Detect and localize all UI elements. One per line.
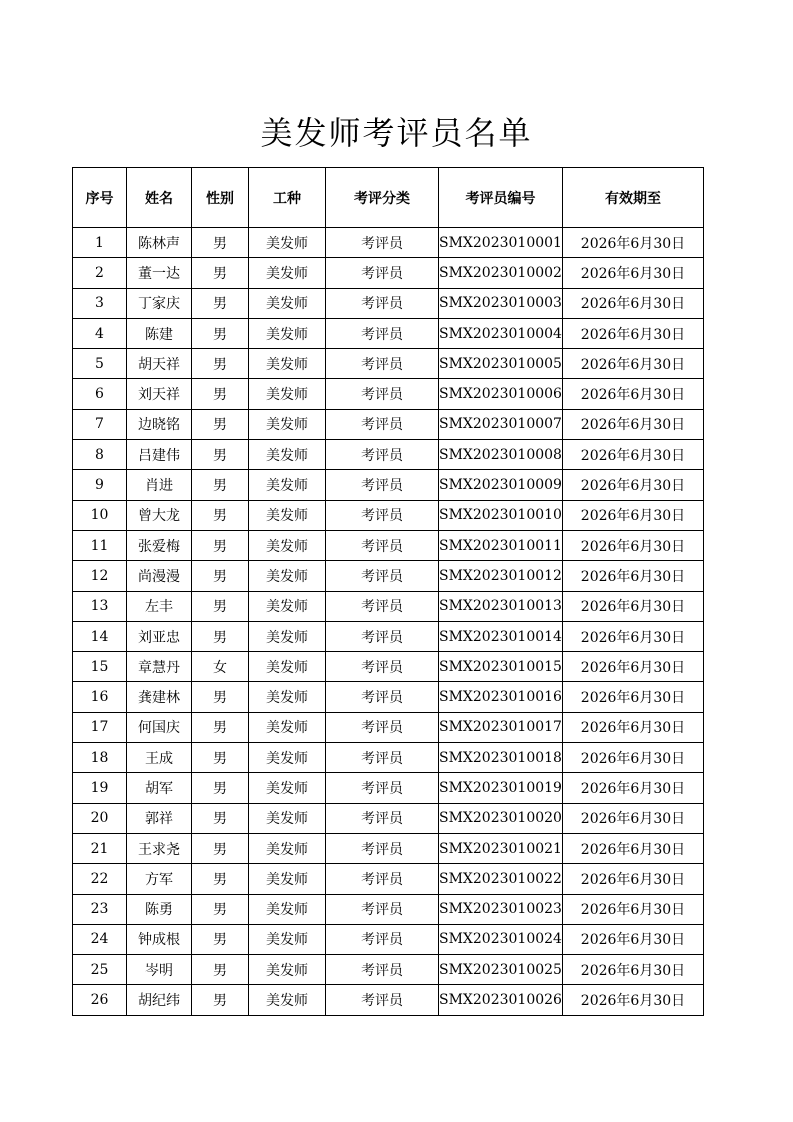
cell-index: 19 (73, 773, 127, 803)
cell-trade: 美发师 (249, 561, 326, 591)
cell-trade: 美发师 (249, 530, 326, 560)
header-cell-name: 姓名 (127, 168, 192, 228)
table-row (73, 258, 704, 288)
cell-examiner-id: SMX2023010010 (439, 500, 563, 530)
cell-examiner-id: SMX2023010017 (439, 712, 563, 742)
cell-trade: 美发师 (249, 349, 326, 379)
cell-index: 14 (73, 621, 127, 651)
cell-name: 钟成根 (127, 924, 192, 954)
cell-examiner-id: SMX2023010003 (439, 288, 563, 318)
cell-gender: 女 (192, 652, 249, 682)
cell-examiner-id: SMX2023010019 (439, 773, 563, 803)
cell-index: 3 (73, 288, 127, 318)
header-cell-trade: 工种 (249, 168, 326, 228)
table-row (73, 833, 704, 863)
cell-category: 考评员 (326, 228, 439, 258)
cell-valid-until: 2026年6月30日 (562, 652, 703, 682)
cell-name: 刘天祥 (127, 379, 192, 409)
cell-index: 15 (73, 652, 127, 682)
cell-valid-until: 2026年6月30日 (562, 803, 703, 833)
cell-valid-until: 2026年6月30日 (562, 894, 703, 924)
cell-index: 20 (73, 803, 127, 833)
cell-valid-until: 2026年6月30日 (562, 833, 703, 863)
table-row (73, 652, 704, 682)
cell-examiner-id: SMX2023010011 (439, 530, 563, 560)
cell-name: 王求尧 (127, 833, 192, 863)
cell-gender: 男 (192, 924, 249, 954)
cell-index: 12 (73, 561, 127, 591)
cell-gender: 男 (192, 379, 249, 409)
cell-name: 董一达 (127, 258, 192, 288)
table-row (73, 500, 704, 530)
cell-trade: 美发师 (249, 985, 326, 1015)
table-row (73, 591, 704, 621)
cell-valid-until: 2026年6月30日 (562, 621, 703, 651)
cell-trade: 美发师 (249, 470, 326, 500)
cell-gender: 男 (192, 288, 249, 318)
cell-valid-until: 2026年6月30日 (562, 500, 703, 530)
cell-examiner-id: SMX2023010015 (439, 652, 563, 682)
table-row (73, 288, 704, 318)
cell-trade: 美发师 (249, 803, 326, 833)
cell-name: 尚漫漫 (127, 561, 192, 591)
cell-index: 22 (73, 864, 127, 894)
cell-index: 23 (73, 894, 127, 924)
table-header-row (73, 168, 704, 228)
cell-examiner-id: SMX2023010023 (439, 894, 563, 924)
cell-trade: 美发师 (249, 712, 326, 742)
cell-trade: 美发师 (249, 288, 326, 318)
cell-name: 郭祥 (127, 803, 192, 833)
cell-category: 考评员 (326, 803, 439, 833)
cell-valid-until: 2026年6月30日 (562, 258, 703, 288)
cell-index: 24 (73, 924, 127, 954)
cell-trade: 美发师 (249, 621, 326, 651)
cell-index: 13 (73, 591, 127, 621)
cell-gender: 男 (192, 955, 249, 985)
cell-trade: 美发师 (249, 258, 326, 288)
cell-examiner-id: SMX2023010026 (439, 985, 563, 1015)
table-row (73, 530, 704, 560)
cell-gender: 男 (192, 349, 249, 379)
table-row (73, 894, 704, 924)
cell-name: 肖进 (127, 470, 192, 500)
cell-examiner-id: SMX2023010022 (439, 864, 563, 894)
cell-index: 8 (73, 440, 127, 470)
cell-category: 考评员 (326, 318, 439, 348)
cell-name: 胡军 (127, 773, 192, 803)
cell-examiner-id: SMX2023010020 (439, 803, 563, 833)
cell-examiner-id: SMX2023010012 (439, 561, 563, 591)
cell-trade: 美发师 (249, 318, 326, 348)
cell-category: 考评员 (326, 712, 439, 742)
cell-trade: 美发师 (249, 500, 326, 530)
cell-valid-until: 2026年6月30日 (562, 228, 703, 258)
table-row (73, 440, 704, 470)
cell-trade: 美发师 (249, 743, 326, 773)
cell-valid-until: 2026年6月30日 (562, 561, 703, 591)
cell-gender: 男 (192, 530, 249, 560)
table-row (73, 470, 704, 500)
cell-name: 王成 (127, 743, 192, 773)
table-body (73, 228, 704, 1016)
cell-gender: 男 (192, 743, 249, 773)
table-row (73, 621, 704, 651)
cell-name: 胡天祥 (127, 349, 192, 379)
cell-name: 陈建 (127, 318, 192, 348)
cell-gender: 男 (192, 258, 249, 288)
cell-gender: 男 (192, 833, 249, 863)
cell-examiner-id: SMX2023010013 (439, 591, 563, 621)
cell-examiner-id: SMX2023010005 (439, 349, 563, 379)
cell-name: 张爱梅 (127, 530, 192, 560)
cell-gender: 男 (192, 591, 249, 621)
cell-gender: 男 (192, 803, 249, 833)
cell-category: 考评员 (326, 258, 439, 288)
table-row (73, 743, 704, 773)
table-row (73, 985, 704, 1015)
cell-gender: 男 (192, 228, 249, 258)
cell-valid-until: 2026年6月30日 (562, 591, 703, 621)
cell-gender: 男 (192, 985, 249, 1015)
cell-trade: 美发师 (249, 591, 326, 621)
cell-name: 胡纪纬 (127, 985, 192, 1015)
cell-index: 5 (73, 349, 127, 379)
cell-valid-until: 2026年6月30日 (562, 743, 703, 773)
cell-category: 考评员 (326, 773, 439, 803)
cell-gender: 男 (192, 864, 249, 894)
examiner-table (72, 167, 704, 1016)
cell-trade: 美发师 (249, 894, 326, 924)
cell-valid-until: 2026年6月30日 (562, 682, 703, 712)
cell-category: 考评员 (326, 591, 439, 621)
cell-name: 陈勇 (127, 894, 192, 924)
cell-name: 龚建林 (127, 682, 192, 712)
cell-category: 考评员 (326, 864, 439, 894)
cell-gender: 男 (192, 440, 249, 470)
cell-trade: 美发师 (249, 924, 326, 954)
cell-index: 17 (73, 712, 127, 742)
cell-examiner-id: SMX2023010004 (439, 318, 563, 348)
table-row (73, 712, 704, 742)
cell-gender: 男 (192, 470, 249, 500)
cell-gender: 男 (192, 773, 249, 803)
cell-category: 考评员 (326, 682, 439, 712)
cell-gender: 男 (192, 621, 249, 651)
cell-trade: 美发师 (249, 864, 326, 894)
cell-valid-until: 2026年6月30日 (562, 288, 703, 318)
document-title: 美发师考评员名单 (260, 114, 533, 152)
cell-examiner-id: SMX2023010014 (439, 621, 563, 651)
cell-trade: 美发师 (249, 773, 326, 803)
header-cell-examiner-id: 考评员编号 (439, 168, 563, 228)
table-row (73, 864, 704, 894)
cell-gender: 男 (192, 894, 249, 924)
cell-trade: 美发师 (249, 682, 326, 712)
cell-category: 考评员 (326, 621, 439, 651)
cell-gender: 男 (192, 712, 249, 742)
cell-name: 吕建伟 (127, 440, 192, 470)
cell-valid-until: 2026年6月30日 (562, 955, 703, 985)
cell-gender: 男 (192, 318, 249, 348)
cell-examiner-id: SMX2023010008 (439, 440, 563, 470)
cell-category: 考评员 (326, 409, 439, 439)
cell-category: 考评员 (326, 743, 439, 773)
cell-index: 1 (73, 228, 127, 258)
cell-trade: 美发师 (249, 652, 326, 682)
cell-index: 4 (73, 318, 127, 348)
cell-gender: 男 (192, 500, 249, 530)
cell-trade: 美发师 (249, 379, 326, 409)
cell-category: 考评员 (326, 894, 439, 924)
cell-index: 10 (73, 500, 127, 530)
cell-name: 边晓铭 (127, 409, 192, 439)
table-row (73, 924, 704, 954)
cell-name: 方军 (127, 864, 192, 894)
cell-valid-until: 2026年6月30日 (562, 409, 703, 439)
header-cell-index: 序号 (73, 168, 127, 228)
cell-name: 丁家庆 (127, 288, 192, 318)
cell-name: 曾大龙 (127, 500, 192, 530)
cell-name: 刘亚忠 (127, 621, 192, 651)
cell-category: 考评员 (326, 470, 439, 500)
cell-category: 考评员 (326, 440, 439, 470)
cell-index: 2 (73, 258, 127, 288)
cell-examiner-id: SMX2023010024 (439, 924, 563, 954)
cell-valid-until: 2026年6月30日 (562, 440, 703, 470)
header-cell-valid-until: 有效期至 (562, 168, 703, 228)
cell-trade: 美发师 (249, 228, 326, 258)
cell-examiner-id: SMX2023010018 (439, 743, 563, 773)
cell-valid-until: 2026年6月30日 (562, 349, 703, 379)
cell-index: 26 (73, 985, 127, 1015)
cell-trade: 美发师 (249, 440, 326, 470)
cell-examiner-id: SMX2023010021 (439, 833, 563, 863)
header-cell-gender: 性别 (192, 168, 249, 228)
cell-category: 考评员 (326, 561, 439, 591)
cell-index: 16 (73, 682, 127, 712)
cell-category: 考评员 (326, 288, 439, 318)
cell-index: 21 (73, 833, 127, 863)
cell-trade: 美发师 (249, 409, 326, 439)
table-row (73, 682, 704, 712)
cell-examiner-id: SMX2023010016 (439, 682, 563, 712)
cell-gender: 男 (192, 561, 249, 591)
table-row (73, 561, 704, 591)
cell-examiner-id: SMX2023010006 (439, 379, 563, 409)
cell-category: 考评员 (326, 500, 439, 530)
header-cell-category: 考评分类 (326, 168, 439, 228)
cell-category: 考评员 (326, 530, 439, 560)
cell-name: 何国庆 (127, 712, 192, 742)
cell-valid-until: 2026年6月30日 (562, 712, 703, 742)
cell-index: 7 (73, 409, 127, 439)
cell-index: 6 (73, 379, 127, 409)
cell-examiner-id: SMX2023010009 (439, 470, 563, 500)
cell-valid-until: 2026年6月30日 (562, 924, 703, 954)
table-row (73, 349, 704, 379)
cell-category: 考评员 (326, 955, 439, 985)
cell-index: 11 (73, 530, 127, 560)
cell-category: 考评员 (326, 379, 439, 409)
cell-examiner-id: SMX2023010007 (439, 409, 563, 439)
cell-trade: 美发师 (249, 955, 326, 985)
cell-name: 陈林声 (127, 228, 192, 258)
cell-category: 考评员 (326, 985, 439, 1015)
table-row (73, 955, 704, 985)
cell-valid-until: 2026年6月30日 (562, 985, 703, 1015)
cell-category: 考评员 (326, 833, 439, 863)
cell-valid-until: 2026年6月30日 (562, 470, 703, 500)
table-row (73, 228, 704, 258)
table-row (73, 773, 704, 803)
table-row (73, 318, 704, 348)
table-row (73, 803, 704, 833)
cell-valid-until: 2026年6月30日 (562, 530, 703, 560)
cell-examiner-id: SMX2023010001 (439, 228, 563, 258)
cell-name: 左丰 (127, 591, 192, 621)
cell-category: 考评员 (326, 652, 439, 682)
cell-valid-until: 2026年6月30日 (562, 773, 703, 803)
cell-category: 考评员 (326, 349, 439, 379)
cell-valid-until: 2026年6月30日 (562, 864, 703, 894)
table-row (73, 379, 704, 409)
cell-examiner-id: SMX2023010025 (439, 955, 563, 985)
cell-gender: 男 (192, 409, 249, 439)
cell-valid-until: 2026年6月30日 (562, 379, 703, 409)
cell-gender: 男 (192, 682, 249, 712)
cell-valid-until: 2026年6月30日 (562, 318, 703, 348)
table-row (73, 409, 704, 439)
cell-category: 考评员 (326, 924, 439, 954)
cell-name: 章慧丹 (127, 652, 192, 682)
cell-examiner-id: SMX2023010002 (439, 258, 563, 288)
cell-index: 25 (73, 955, 127, 985)
cell-index: 9 (73, 470, 127, 500)
cell-index: 18 (73, 743, 127, 773)
cell-trade: 美发师 (249, 833, 326, 863)
cell-name: 岑明 (127, 955, 192, 985)
